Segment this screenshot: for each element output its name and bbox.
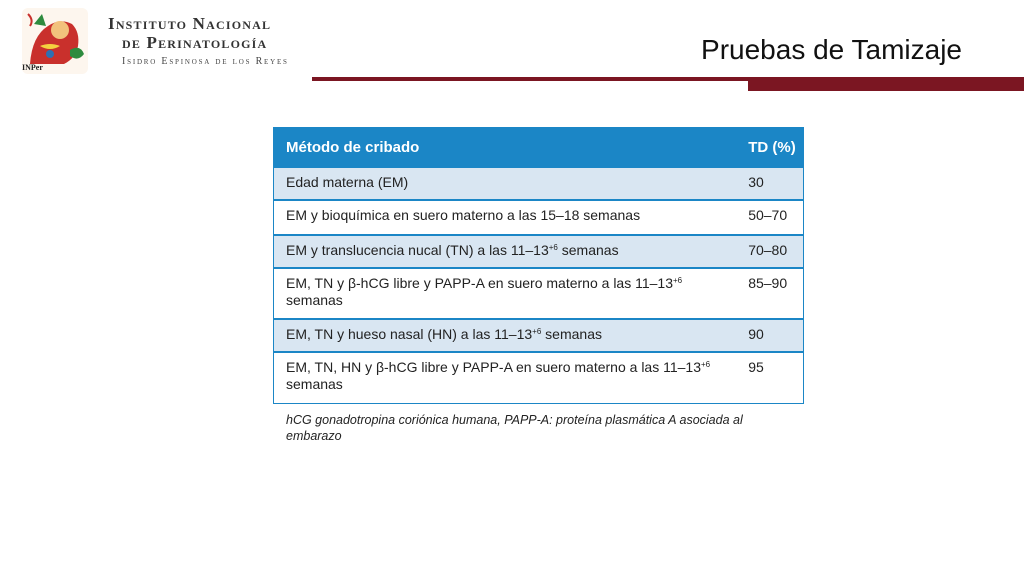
td-cell: 30 [748, 174, 764, 190]
method-cell: EM y bioquímica en suero materno a las 15–18 semanas [286, 207, 641, 223]
table-row [274, 351, 803, 403]
institute-line-1: Instituto Nacional [108, 14, 272, 33]
table-row [274, 166, 803, 199]
institute-line-3: Isidro Espinosa de los Reyes [122, 56, 289, 67]
table-row [274, 199, 803, 234]
td-cell: 95 [748, 359, 764, 375]
table-footnote: hCG gonadotropina coriónica humana, PAPP-A: proteína plasmática A asociada al embarazo [286, 413, 743, 443]
method-cell: EM, TN y hueso nasal (HN) a las $11-13^{+6}$ semanas [286, 326, 602, 342]
screening-table [273, 127, 804, 404]
method-cell: EM y translucencia nucal (TN) a las $11-13^{+6}$ semanas [286, 242, 619, 258]
institute-name [108, 14, 289, 67]
column-header-method: Método de cribado [286, 138, 420, 156]
table-header [274, 128, 803, 166]
table-row [274, 267, 803, 318]
slide-title: Pruebas de Tamizaje [701, 34, 962, 65]
method-cell: Edad materna (EM) [286, 174, 409, 190]
method-cell: EM, TN y β-hCG libre y PAPP-A en suero materno a las $11-13^{+6}$ semanas [286, 275, 683, 308]
logo-tag: INPer [22, 63, 43, 72]
method-cell: EM, TN, HN y β-hCG libre y PAPP-A en suero materno a las $11-13^{+6}$ semanas [286, 359, 711, 392]
column-header-td: TD (%) [748, 138, 796, 156]
header-rule-thick [748, 80, 1024, 91]
institute-line-2: de Perinatología [122, 33, 268, 52]
table-row [274, 318, 803, 351]
table-row [274, 234, 803, 267]
td-cell: 50–70 [748, 207, 788, 223]
td-cell: 85–90 [748, 275, 788, 291]
td-cell: 90 [748, 326, 764, 342]
td-cell: 70–80 [748, 242, 788, 258]
